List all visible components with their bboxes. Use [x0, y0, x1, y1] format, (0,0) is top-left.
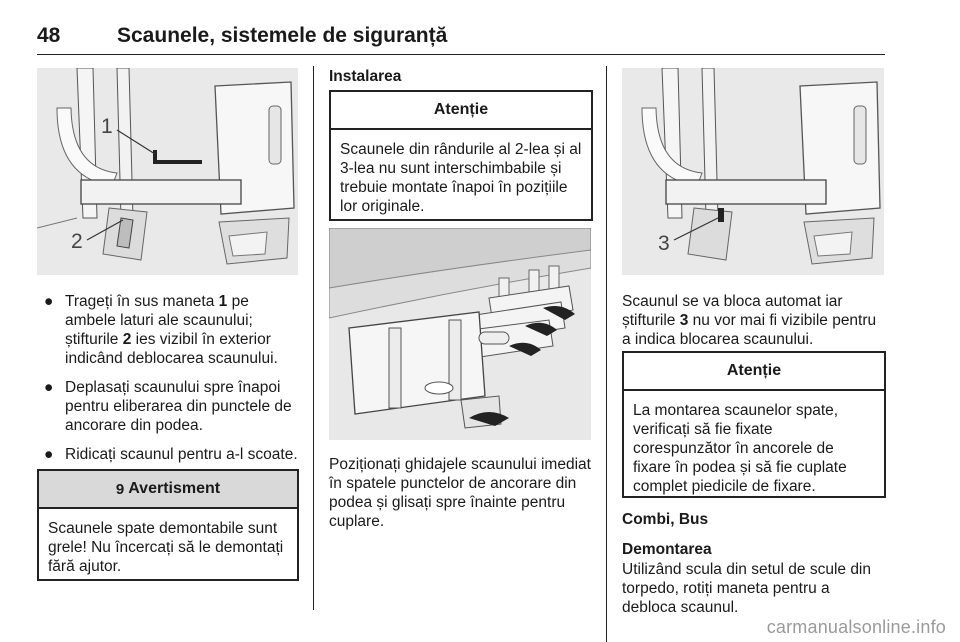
section-heading-combi-bus: Combi, Bus — [622, 511, 709, 528]
column-divider-right — [606, 66, 607, 642]
page-header — [37, 24, 885, 55]
callout-3: 3 — [658, 232, 670, 255]
caution-box-mounting — [622, 351, 886, 498]
warning-box-text: Scaunele spate demontabile sunt grele! Nu încercați să le demontați fără ajutor. — [48, 520, 284, 575]
section-heading-removal: Demontarea — [622, 541, 712, 558]
watermark: carmanualsonline.info — [766, 617, 946, 637]
caution-box-mounting-text: La montarea scaunelor spate, verificați să fie fixate corespunzător în ancorele de fixare în podea și să fie cuplate complet piedicile de fixare. — [633, 402, 847, 495]
removal-paragraph: Utilizând scula din setul de scule din torpedo, rotiți maneta pentru a debloca scaunul. — [622, 561, 871, 616]
caution-box-mounting-title: Atenție — [624, 353, 884, 391]
caution-box-text: Scaunele din rândurile al 2-lea și al 3-lea nu sunt interschimbabile și trebuie montate înapoi în pozițiile lor originale. — [340, 141, 582, 215]
bullet-icon: ● — [44, 379, 54, 396]
warning-box — [37, 469, 299, 581]
lock-paragraph: Scaunul se va bloca automat iar știfturile 3 nu vor mai fi vizibile pentru a indica blocarea scaunului. — [622, 293, 877, 348]
page-number: 48 — [37, 24, 61, 47]
warning-box-title: 9 Avertisment — [39, 471, 297, 509]
callout-1: 1 — [101, 115, 113, 138]
bullet-icon: ● — [44, 446, 54, 463]
caution-box — [329, 90, 593, 221]
installation-paragraph: Poziționați ghidajele scaunului imediat în spatele punctelor de ancorare din podea și glisați spre înainte pentru cuplare. — [329, 456, 591, 530]
callout-2: 2 — [71, 230, 83, 253]
warning-icon: 9 — [115, 480, 125, 498]
section-heading-installation: Instalarea — [329, 68, 402, 85]
removal-steps-list — [37, 292, 299, 474]
bullet-icon: ● — [44, 293, 54, 310]
caution-box-title: Atenție — [331, 92, 591, 130]
seat-pin-illustration — [622, 68, 884, 275]
list-item: ● Deplasați scaunului spre înapoi pentru eliberarea din punctele de ancorare din podea. — [44, 379, 292, 434]
seat-lever-illustration — [37, 68, 298, 275]
list-item: ● Trageți în sus maneta 1 pe ambele laturi ale scaunului; știfturile 2 ies vizibil în exterior indicând deblocarea scaunului. — [44, 293, 278, 367]
column-divider-left — [313, 66, 314, 610]
seat-rails-illustration — [329, 228, 591, 440]
page-title: Scaunele, sistemele de siguranță — [117, 24, 448, 47]
list-item: ● Ridicați scaunul pentru a-l scoate. — [44, 446, 298, 463]
